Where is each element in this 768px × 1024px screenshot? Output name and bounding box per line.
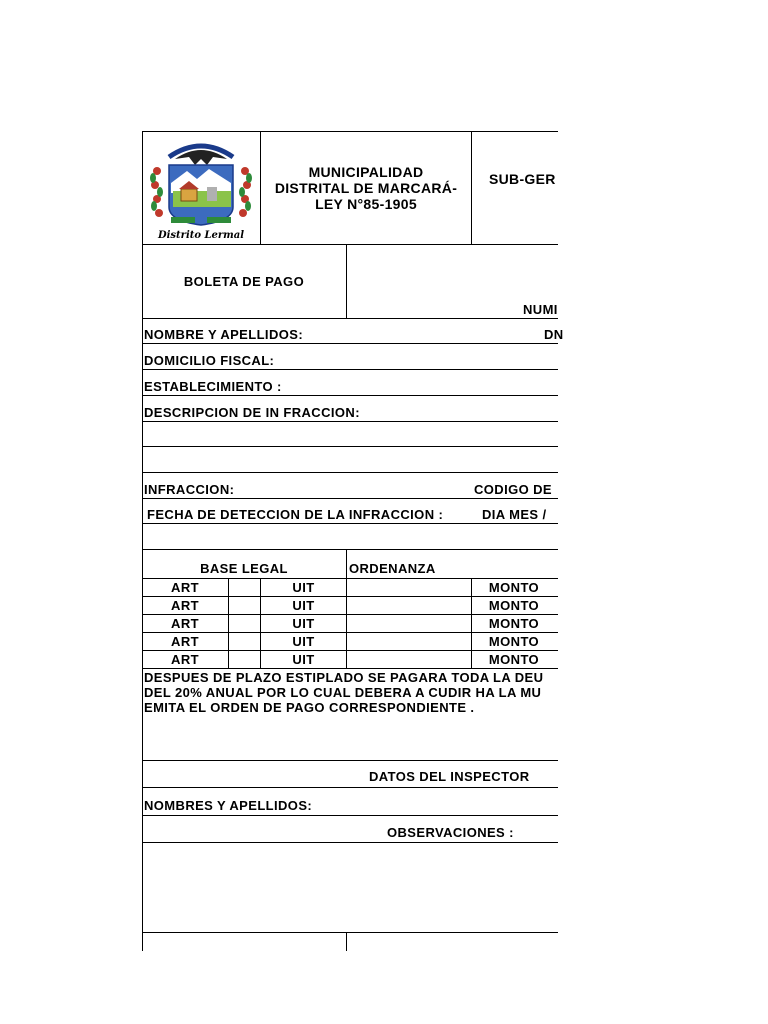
department-title: SUB-GER	[489, 171, 556, 187]
article-cell: ART	[171, 580, 199, 595]
municipality-name-line2: DISTRITAL DE MARCARÁ-	[274, 180, 458, 196]
detection-date-label: FECHA DE DETECCION DE LA INFRACCION :	[147, 507, 444, 522]
rule-395	[142, 395, 558, 396]
rule-523	[142, 523, 558, 524]
observations-label: OBSERVACIONES :	[387, 825, 514, 840]
rule-760	[142, 760, 558, 761]
municipality-name-line1: MUNICIPALIDAD	[308, 164, 424, 180]
inspector-section-title: DATOS DEL INSPECTOR	[369, 769, 530, 784]
footer-divider	[346, 932, 347, 951]
border-top	[142, 131, 558, 132]
legal-basis-label: BASE LEGAL	[200, 561, 288, 576]
form-title: BOLETA DE PAGO	[183, 274, 305, 289]
header-divider-1	[260, 131, 261, 244]
table-top	[142, 578, 558, 579]
uit-cell: UIT	[292, 580, 315, 595]
ordinance-label: ORDENANZA	[349, 561, 436, 576]
table-bottom	[142, 668, 558, 669]
uit-cell: UIT	[292, 634, 315, 649]
notice-line-1: DESPUES DE PLAZO ESTIPLADO SE PAGARA TODA LA DEU	[144, 670, 544, 685]
logo-caption: Distrito Lermal	[157, 230, 245, 241]
rule-549	[142, 549, 558, 550]
infraction-description-label: DESCRIPCION DE IN FRACCION:	[144, 405, 360, 420]
inspector-names-label: NOMBRES Y APELLIDOS:	[144, 798, 313, 813]
name-label: NOMBRE Y APELLIDOS:	[144, 327, 304, 342]
amount-cell: MONTO	[488, 634, 540, 649]
header-divider-2	[471, 131, 472, 244]
date-parts-label: DIA MES /	[482, 507, 547, 522]
municipality-law: LEY N°85-1905	[315, 196, 417, 212]
rule-787	[142, 787, 558, 788]
boleta-divider	[346, 244, 347, 318]
rule-472	[142, 472, 558, 473]
table-rule-4	[142, 650, 558, 651]
address-label: DOMICILIO FISCAL:	[144, 353, 275, 368]
amount-cell: MONTO	[488, 616, 540, 631]
table-rule-1	[142, 596, 558, 597]
rule-421	[142, 421, 558, 422]
dni-label: DN	[544, 327, 564, 342]
establishment-label: ESTABLECIMIENTO :	[144, 379, 282, 394]
amount-cell: MONTO	[488, 580, 540, 595]
notice-line-2: DEL 20% ANUAL POR LO CUAL DEBERA A CUDIR HA LA MU	[144, 685, 542, 700]
rule-498	[142, 498, 558, 499]
rule-318	[142, 318, 558, 319]
amount-cell: MONTO	[488, 652, 540, 667]
uit-cell: UIT	[292, 598, 315, 613]
table-col-1	[228, 578, 229, 668]
uit-cell: UIT	[292, 652, 315, 667]
notice-line-3: EMITA EL ORDEN DE PAGO CORRESPONDIENTE .	[144, 700, 475, 715]
article-cell: ART	[171, 616, 199, 631]
article-cell: ART	[171, 634, 199, 649]
border-left	[142, 131, 143, 951]
table-rule-2	[142, 614, 558, 615]
article-cell: ART	[171, 598, 199, 613]
amount-cell: MONTO	[488, 598, 540, 613]
infraction-code-label: CODIGO DE	[474, 482, 552, 497]
number-label: NUMI	[523, 302, 558, 317]
rule-369	[142, 369, 558, 370]
article-cell: ART	[171, 652, 199, 667]
rule-446	[142, 446, 558, 447]
municipal-coat-of-arms-logo	[147, 137, 255, 241]
infraction-label: INFRACCION:	[144, 482, 235, 497]
table-rule-3	[142, 632, 558, 633]
rule-932	[142, 932, 558, 933]
rule-343	[142, 343, 558, 344]
rule-815	[142, 815, 558, 816]
uit-cell: UIT	[292, 616, 315, 631]
rule-842	[142, 842, 558, 843]
header-bottom	[142, 244, 558, 245]
